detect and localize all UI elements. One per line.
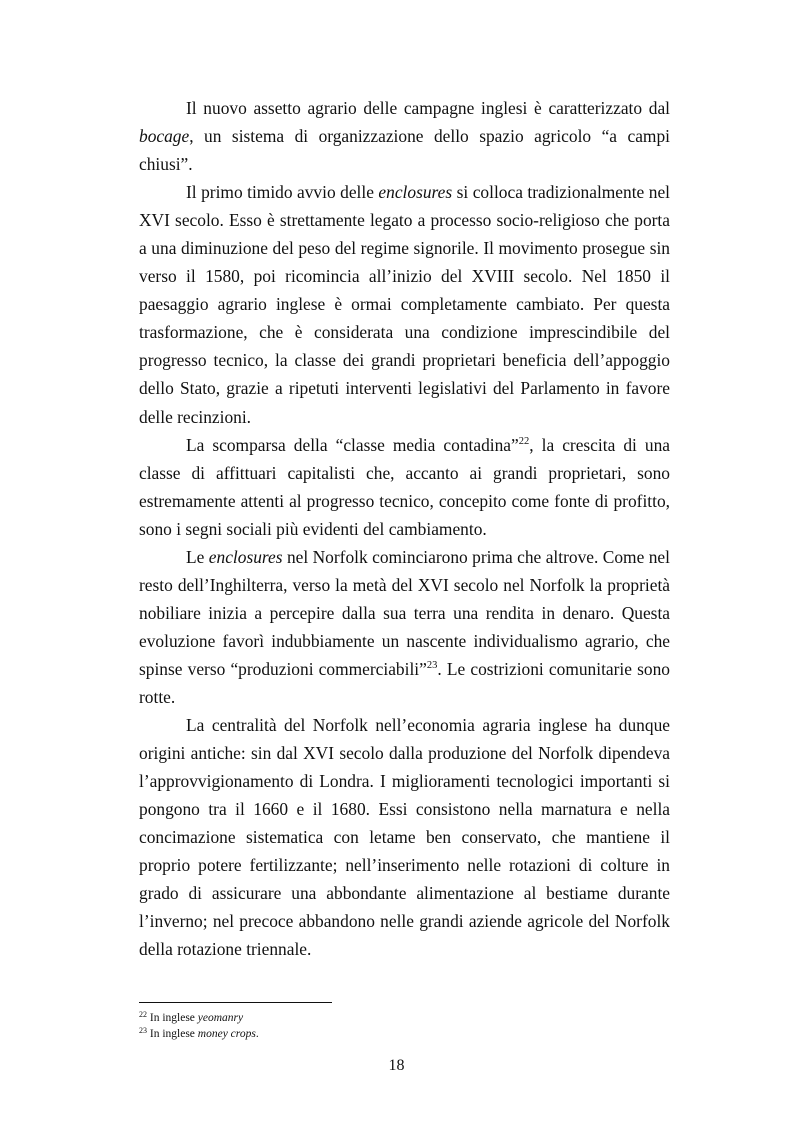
paragraph-3: La scomparsa della “classe media contadina”$^{22}$, la crescita di una classe di affittuari capitalisti che, accanto ai grandi proprietari, sono estremamente attenti al progresso tecnico, concepito come fonte di profitto, sono i segni sociali più evidenti del cambiamento.	[139, 434, 670, 539]
paragraph-1: Il nuovo assetto agrario delle campagne inglesi è caratterizzato dal bocage, un sistema di organizzazione dello spazio agricolo “a campi chiusi”.	[139, 98, 670, 175]
paragraph-2: Il primo timido avvio delle enclosures si colloca tradizionalmente nel XVI secolo. Esso è strettamente legato a processo socio-religioso che porta a una diminuzione del peso del regime signorile. Il movimento prosegue sin verso il 1580, poi ricomincia all’inizio del XVIII secolo. Nel 1850 il paesaggio agrario inglese è ormai completamente cambiato. Per questa trasformazione, che è considerata una condizione imprescindibile del progresso tecnico, la classe dei grandi proprietari beneficia dell’appoggio dello Stato, grazie a ripetuti interventi legislativi del Parlamento in favore delle recinzioni.	[139, 182, 670, 427]
footnote-term: yeomanry	[197, 1012, 244, 1024]
footnote-23: $^{23}$ In inglese money crops.	[139, 1025, 259, 1040]
footnote-term: money crops	[197, 1027, 256, 1040]
body-text	[139, 94, 670, 963]
footnote-ref-22[interactable]: 22	[518, 435, 530, 447]
footnote-number: 22	[139, 1010, 147, 1019]
paragraph-5: La centralità del Norfolk nell’economia agraria inglese ha dunque origini antiche: sin dal XVI secolo dalla produzione del Norfolk dipendeva l’approvvigionamento di Londra. I miglioramenti tecnologici importanti si pongono tra il 1660 e il 1680. Essi consistono nella marnatura e nella concimazione sistematica con letame ben conservato, che mantiene il proprio potere fertilizzante; nell’inserimento nelle rotazioni di colture in grado di assicurare una abbondante alimentazione al bestiame durante l’inverno; nel precoce abbandono nelle grandi aziende agricole del Norfolk della rotazione triennale.	[139, 715, 670, 960]
footnote-ref-23[interactable]: 23	[426, 659, 438, 671]
page-number: 18	[388, 1057, 405, 1074]
footnotes	[139, 1011, 670, 1042]
footnote-22: $^{22}$ In inglese yeomanry	[139, 1010, 244, 1024]
term-enclosures: enclosures	[208, 546, 283, 567]
term-bocage: bocage	[139, 126, 190, 147]
footnote-divider	[139, 1002, 332, 1003]
term-enclosures: enclosures	[378, 182, 453, 203]
paragraph-4: Le enclosures nel Norfolk cominciarono prima che altrove. Come nel resto dell’Inghilterra, verso la metà del XVI secolo nel Norfolk la proprietà nobiliare inizia a percepire dalla sua terra una rendita in denaro. Questa evoluzione favorì indubbiamente un nascente individualismo agrario, che spinse verso “produzioni commerciabili”$^{23}$. Le costrizioni comunitarie sono rotte.	[139, 546, 670, 707]
footnote-number: 23	[139, 1025, 147, 1035]
